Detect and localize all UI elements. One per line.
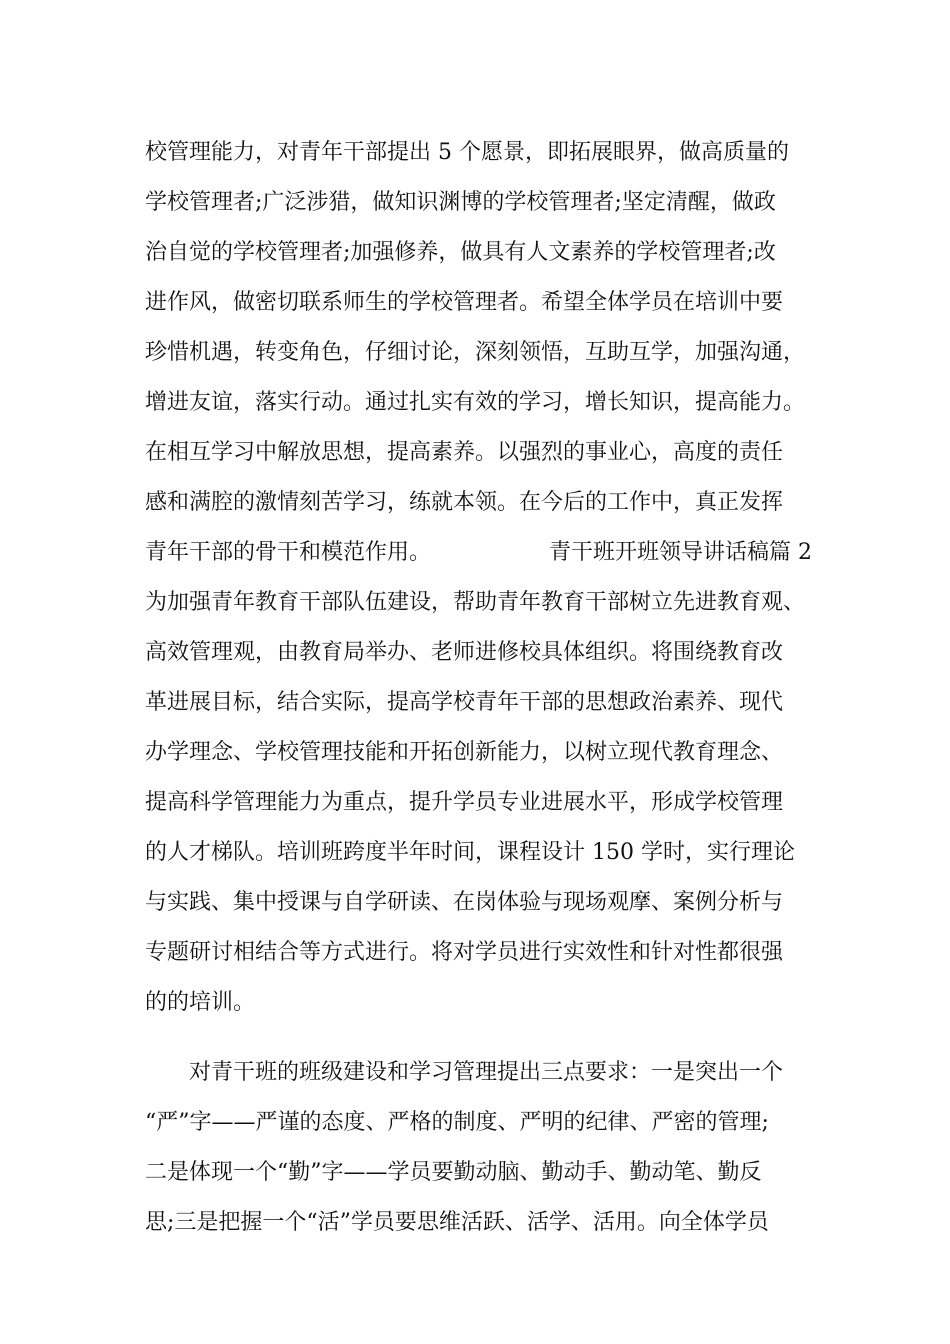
text-line: 高效管理观，由教育局举办、老师进修校具体组织。将围绕教育改 <box>145 640 784 665</box>
text-line: 办学理念、学校管理技能和开拓创新能力，以树立现代教育理念、 <box>145 740 784 765</box>
section-heading: 青干班开班领导讲话稿篇 2 <box>549 540 813 565</box>
text-line: 提高科学管理能力为重点，提升学员专业进展水平，形成学校管理 <box>145 790 784 815</box>
paragraph-3 <box>145 1048 845 1248</box>
text-line: 革进展目标，结合实际，提高学校青年干部的思想政治素养、现代 <box>145 690 784 715</box>
paragraph-gap <box>145 1028 845 1048</box>
body-text <box>145 128 845 1248</box>
text-line: 专题研讨相结合等方式进行。将对学员进行实效性和针对性都很强 <box>145 940 784 965</box>
text-line: 增进友谊，落实行动。通过扎实有效的学习，增长知识，提高能力。 <box>145 390 806 415</box>
text-line: 思;三是把握一个“活”学员要思维活跃、活学、活用。向全体学员 <box>145 1210 769 1235</box>
paragraph-1 <box>145 128 845 578</box>
text-line: 为加强青年教育干部队伍建设，帮助青年教育干部树立先进教育观、 <box>145 590 806 615</box>
text-line: 在相互学习中解放思想，提高素养。以强烈的事业心，高度的责任 <box>145 440 784 465</box>
text-line: 二是体现一个“勤”字——学员要勤动脑、勤动手、勤动笔、勤反 <box>145 1160 762 1185</box>
text-line: 的人才梯队。培训班跨度半年时间，课程设计 150 学时，实行理论 <box>145 840 795 865</box>
paragraph-2 <box>145 578 845 1028</box>
text-line-with-heading <box>145 528 845 578</box>
text-line: 的的培训。 <box>145 990 256 1015</box>
text-line: 进作风，做密切联系师生的学校管理者。希望全体学员在培训中要 <box>145 290 784 315</box>
text-line: 感和满腔的激情刻苦学习，练就本领。在今后的工作中，真正发挥 <box>145 490 784 515</box>
text-line: 校管理能力，对青年干部提出 5 个愿景，即拓展眼界，做高质量的 <box>145 140 789 165</box>
text-line: 治自觉的学校管理者;加强修养，做具有人文素养的学校管理者;改 <box>145 240 776 265</box>
text-line: “严”字——严谨的态度、严格的制度、严明的纪律、严密的管理; <box>145 1110 769 1135</box>
text-line: 对青干班的班级建设和学习管理提出三点要求：一是突出一个 <box>189 1060 784 1085</box>
text-line: 与实践、集中授课与自学研读、在岗体验与现场观摩、案例分析与 <box>145 890 784 915</box>
paragraph-closing-text: 青年干部的骨干和模范作用。 <box>145 540 432 565</box>
text-line: 学校管理者;广泛涉猎，做知识渊博的学校管理者;坚定清醒，做政 <box>145 190 776 215</box>
text-line: 珍惜机遇，转变角色，仔细讨论，深刻领悟，互助互学，加强沟通， <box>145 340 806 365</box>
